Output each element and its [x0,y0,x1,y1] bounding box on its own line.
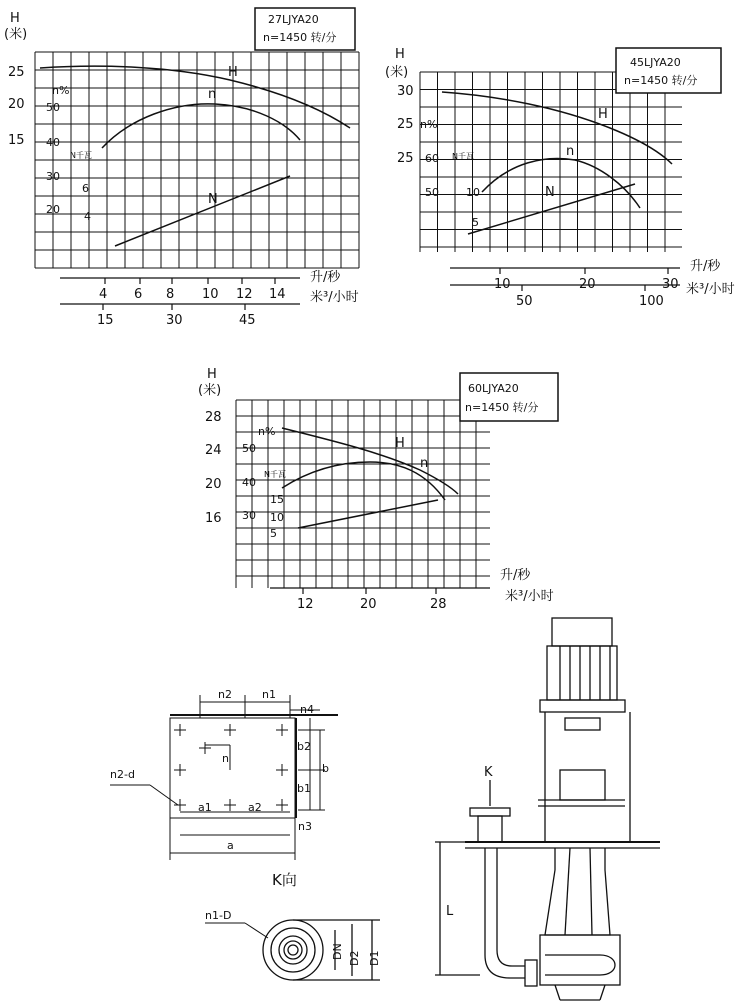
chart3-power-tick: 10 [270,511,284,524]
bolt-label: n2-d [110,768,135,781]
chart1-head-curve [40,66,350,128]
chart2-eff-tick: 50 [425,186,439,199]
chart2-head-tick: 25 [397,117,414,132]
dim-n1: n1 [262,688,276,701]
flange-holes-label: n1-D [205,909,232,922]
chart3-power-tick: 5 [270,527,277,540]
axis-tick-label: 12 [236,287,253,302]
chart2-model: 45LJYA20 [630,56,681,69]
chart2-power-tick: 10 [466,186,480,199]
chart2-h-unit: (米) [385,65,409,80]
axis-tick-label: 8 [166,287,175,302]
chart1-efficiency-curve [102,104,300,148]
chart1-h-label: H [10,11,20,26]
axis-tick-label: 20 [579,277,596,292]
chart-45ljya20 [385,47,735,309]
chart3-power-curve [298,500,438,528]
dim-a2: a2 [248,801,262,814]
chart1-eff-tick: 50 [46,101,60,114]
chart2-head-tick: 25 [397,151,414,166]
dim-a: a [227,839,234,852]
chart1-curve-label-power: N [208,192,218,207]
axis-tick-label: 6 [134,287,143,302]
chart2-eff-tick: n% [420,118,438,131]
chart1-eff-tick: 40 [46,136,60,149]
chart1-power-curve [115,176,290,246]
pump-column [545,848,610,935]
chart1-speed: n=1450 转/分 [263,31,337,44]
length-label: L [446,904,454,919]
chart1-head-tick: 25 [8,65,25,80]
base-plate-outline [170,718,295,818]
chart-27ljya20 [4,8,359,328]
axis-tick-label: 45 [239,313,256,328]
chart2-power-tick: 5 [472,216,479,229]
chart3-power-label: N千瓦 [264,470,286,479]
chart2-grid [420,72,682,252]
chart2-power-label: N千瓦 [452,152,474,161]
dim-n: n [222,752,229,765]
chart3-head-tick: 24 [205,443,222,458]
chart3-eff-tick: 40 [242,476,256,489]
chart1-x-lps-unit: 升/秒 [310,270,341,285]
flange-d1: D1 [368,950,381,966]
flange-outer [263,920,323,980]
axis-tick-label: 50 [516,294,533,309]
chart2-x-lps-unit: 升/秒 [690,259,721,274]
chart1-eff-tick: 30 [46,170,60,183]
chart3-speed: n=1450 转/分 [465,401,539,414]
chart1-power-label: N千瓦 [70,151,92,160]
chart1-head-tick: 15 [8,133,25,148]
axis-tick-label: 14 [269,287,286,302]
chart1-curve-label-h: H [228,65,238,80]
chart1-h-unit: (米) [4,27,28,42]
chart2-h-label: H [395,47,405,62]
k-view-title: K向 [272,871,297,889]
chart3-curve-label-n: n [420,456,429,471]
dim-n4: n4 [300,703,314,716]
axis-tick-label: 28 [430,597,447,612]
chart2-efficiency-curve [482,159,640,208]
chart3-x-lps-unit: 升/秒 [500,568,531,583]
flange-dn: DN [331,943,344,960]
chart1-power-tick: 6 [82,182,89,195]
axis-tick-label: 20 [360,597,377,612]
dim-b1: b1 [297,782,311,795]
motor-body [547,646,617,700]
axis-tick-label: 10 [494,277,511,292]
axis-tick-label: 30 [166,313,183,328]
chart-60ljya20 [198,367,558,612]
flange-d2: D2 [348,950,361,966]
chart2-head-curve [442,92,672,164]
discharge-flange [470,808,510,816]
chart3-eff-tick: 50 [242,442,256,455]
chart3-h-label: H [207,367,217,382]
chart3-curve-label-h: H [395,436,405,451]
flange-bolt-circle [271,928,315,972]
chart3-eff-tick: n% [258,425,276,438]
dim-n2: n2 [218,688,232,701]
chart3-x-m3h-unit: 米³/小时 [505,589,554,604]
chart3-eff-tick: 30 [242,509,256,522]
chart2-curve-label-n: n [566,144,575,159]
dim-b2: b2 [297,740,311,753]
discharge-pipe [485,848,525,978]
k-direction-label: K [484,765,493,780]
chart1-model: 27LJYA20 [268,13,319,26]
chart2-eff-tick: 60 [425,152,439,165]
dim-b: b [322,762,329,775]
axis-tick-label: 12 [297,597,314,612]
axis-tick-label: 4 [99,287,108,302]
motor-top-cap [552,618,612,646]
chart3-model: 60LJYA20 [468,382,519,395]
chart1-grid [35,52,359,268]
chart2-speed: n=1450 转/分 [624,74,698,87]
chart1-curve-label-n: n [208,87,217,102]
chart2-x-m3h-unit: 米³/小时 [686,282,735,297]
k-view-flange [205,871,381,980]
chart2-curve-label-power: N [545,185,555,200]
chart1-power-tick: 4 [84,210,91,223]
chart3-head-tick: 28 [205,410,222,425]
chart1-eff-tick: n% [52,84,70,97]
flange-bore [279,936,307,964]
chart1-head-tick: 20 [8,97,25,112]
axis-tick-label: 10 [202,287,219,302]
base-plate-plan [110,695,338,860]
chart1-eff-tick: 20 [46,203,60,216]
pump-casing [540,935,620,985]
chart2-curve-label-h: H [598,107,608,122]
axis-tick-label: 100 [639,294,664,309]
axis-tick-label: 15 [97,313,114,328]
chart3-head-tick: 20 [205,477,222,492]
chart2-head-tick: 30 [397,84,414,99]
dim-n3: n3 [298,820,312,833]
chart3-power-tick: 15 [270,493,284,506]
pump-elevation [435,618,660,1000]
chart3-h-unit: (米) [198,383,222,398]
dim-a1: a1 [198,801,212,814]
chart1-x-m3h-unit: 米³/小时 [310,290,359,305]
axis-tick-label: 30 [662,277,679,292]
chart3-head-tick: 16 [205,511,222,526]
motor-stand [545,712,630,842]
